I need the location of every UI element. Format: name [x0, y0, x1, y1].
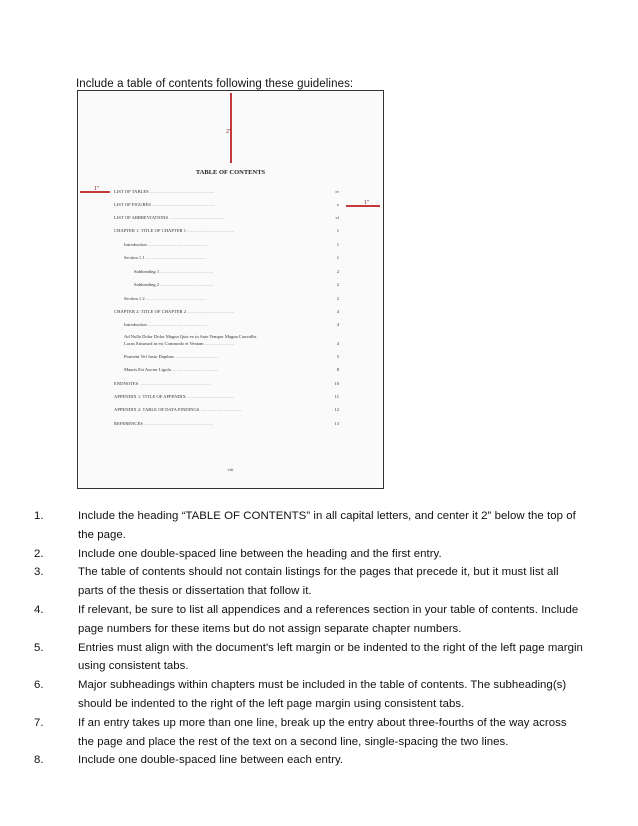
toc-entry-text: APPENDIX 2: TABLE OF DATA FINDINGS	[114, 407, 200, 412]
toc-entry-text: Subheading 1	[134, 269, 160, 274]
toc-entry	[114, 228, 336, 234]
toc-entry-page: 11	[334, 394, 339, 399]
guideline-item	[34, 507, 584, 545]
toc-leader-dots: ..............................................	[159, 282, 214, 287]
toc-entry-text: CHAPTER 1: TITLE OF CHAPTER 1	[114, 228, 187, 233]
guideline-item	[34, 676, 584, 714]
toc-entry	[124, 354, 336, 360]
toc-entry	[124, 367, 336, 373]
guideline-number: 3.	[34, 566, 44, 579]
toc-entry-page: 4	[336, 309, 339, 314]
toc-leader-dots: .....................................................	[144, 255, 207, 260]
toc-entry	[124, 334, 336, 340]
toc-entry	[124, 242, 336, 248]
toc-entry-page: 4	[336, 322, 339, 327]
toc-entry	[124, 255, 336, 261]
toc-entry-page: 10	[334, 381, 339, 386]
toc-entry-text: Introduction	[124, 242, 147, 247]
guideline-item	[34, 751, 584, 770]
toc-entry	[124, 322, 336, 328]
toc-entry-text: Mauris Est Auctor Ligula	[124, 367, 171, 372]
toc-leader-dots: ..........................	[203, 341, 235, 346]
toc-entry-text: CHAPTER 2: TITLE OF CHAPTER 2	[114, 309, 187, 314]
toc-entry	[114, 202, 336, 208]
toc-entry-text: LIST OF FIGURES	[114, 202, 151, 207]
toc-leader-dots: .........................................	[186, 228, 235, 233]
toc-entry	[114, 407, 336, 413]
toc-entry-text: Lacus Euismod in est Commodo et Veniam	[124, 341, 204, 346]
guideline-item	[34, 714, 584, 752]
toc-entry	[124, 296, 336, 302]
toc-entry-page: 2	[336, 269, 339, 274]
page-number: viii	[227, 467, 234, 472]
toc-entry-page: 13	[334, 421, 339, 426]
toc-entry-text: Ad Nulla Dolor Dolor Magna Quis ex in Aute Tempor Magna Convallis	[124, 334, 257, 339]
top-margin-label: 2"	[226, 129, 232, 135]
toc-entry-text: Section 1.1	[124, 255, 145, 260]
toc-entry-text: Section 1.2	[124, 296, 145, 301]
guideline-item	[34, 545, 584, 564]
toc-leader-dots: ....................................	[199, 407, 242, 412]
toc-heading: TABLE OF CONTENTS	[195, 169, 266, 176]
toc-entry	[134, 269, 336, 275]
toc-entry-page: 2	[336, 282, 339, 287]
guideline-number: 5.	[34, 641, 44, 654]
toc-entry-page: 2	[336, 296, 339, 301]
toc-leader-dots: .................................................	[168, 215, 226, 220]
toc-leader-dots: ............................................................	[142, 421, 213, 426]
guideline-number: 2.	[34, 547, 44, 560]
guideline-text: Major subheadings within chapters must be included in the table of contents. The subheading(s) should be indented to the right of the left page margin using consistent tabs.	[78, 679, 567, 710]
top-margin-arrow	[230, 93, 232, 163]
toc-entry-text: APPENDIX 1: TITLE OF APPENDIX	[114, 394, 186, 399]
toc-leader-dots: ....................................................	[146, 242, 208, 247]
guideline-item	[34, 601, 584, 639]
toc-entry-page: iv	[335, 189, 339, 194]
toc-leader-dots: .......................................................	[150, 202, 216, 207]
guideline-number: 6.	[34, 679, 44, 692]
guideline-text: Entries must align with the document's left margin or be indented to the right of the left page margin using consistent tabs.	[78, 641, 583, 673]
toc-entry	[114, 394, 336, 400]
toc-entry	[124, 341, 336, 347]
guideline-number: 8.	[34, 754, 44, 767]
toc-entry-page: 4	[336, 341, 339, 346]
guideline-number: 4.	[34, 603, 44, 616]
toc-entry-page: 5	[336, 354, 339, 359]
toc-leader-dots: .........................................	[185, 394, 235, 399]
guideline-item	[34, 563, 584, 601]
guideline-number: 7.	[34, 716, 44, 729]
toc-leader-dots: ........................................................	[148, 189, 215, 194]
toc-entry	[114, 189, 336, 195]
toc-entry	[114, 215, 336, 221]
right-margin-label: 1"	[364, 200, 370, 206]
guideline-text: The table of contents should not contain listings for the pages that precede it, but it must list all parts of the thesis or dissertation that follow it.	[78, 566, 559, 598]
guideline-text: Include one double-spaced line between each entry.	[78, 754, 344, 767]
toc-leader-dots: ..............................................................	[138, 381, 211, 386]
left-margin-label: 1"	[94, 186, 100, 192]
guideline-text: Include one double-spaced line between the heading and the first entry.	[78, 547, 442, 560]
toc-entry	[114, 421, 336, 427]
guideline-item	[34, 639, 584, 677]
guidelines-list	[34, 507, 584, 770]
guideline-text: Include the heading “TABLE OF CONTENTS” in all capital letters, and center it 2” below the top of the page.	[78, 510, 576, 541]
toc-entry-text: REFERENCES	[114, 421, 143, 426]
toc-leader-dots: ..............................................	[159, 269, 214, 274]
toc-entry-page: 1	[336, 255, 339, 260]
toc-leader-dots: ....................................................	[146, 322, 208, 327]
toc-entry-page: 12	[334, 407, 339, 412]
toc-entry-text: Introduction	[124, 322, 147, 327]
toc-entry-text: LIST OF TABLES	[114, 189, 149, 194]
guideline-number: 1.	[34, 510, 44, 522]
toc-leader-dots: ......................................	[173, 354, 219, 359]
guideline-text: If relevant, be sure to list all appendices and a references section in your table of contents. Include page numbers for these items but do not assign separate chapter numbers.	[78, 603, 579, 635]
intro-text: Include a table of contents following these guidelines:	[76, 78, 354, 90]
toc-entry	[114, 309, 336, 315]
toc-entry-page: 1	[336, 228, 339, 233]
toc-entry-page: 1	[336, 242, 339, 247]
toc-entry-text: ENDNOTES	[114, 381, 139, 386]
toc-entry-text: Praesent Vel Justo Dapibus	[124, 354, 174, 359]
guideline-text: If an entry takes up more than one line, break up the entry about three-fourths of the way across the page and place the rest of the text on a second line, single-spacing the two lines.	[78, 716, 567, 748]
toc-entry	[114, 381, 336, 387]
toc-entry	[134, 282, 336, 288]
toc-entry-text: Subheading 2	[134, 282, 160, 287]
toc-entry-page: vi	[335, 215, 339, 220]
toc-example-image	[77, 90, 384, 489]
toc-leader-dots: ........................................	[170, 367, 218, 372]
toc-entry-page: v	[336, 202, 339, 207]
toc-leader-dots: .........................................	[186, 309, 235, 314]
toc-entry-text: LIST OF ABBREVIATIONS	[114, 215, 169, 220]
right-margin-arrow	[346, 205, 380, 207]
toc-entry-page: 8	[336, 367, 339, 372]
toc-leader-dots: .....................................................	[144, 296, 207, 301]
